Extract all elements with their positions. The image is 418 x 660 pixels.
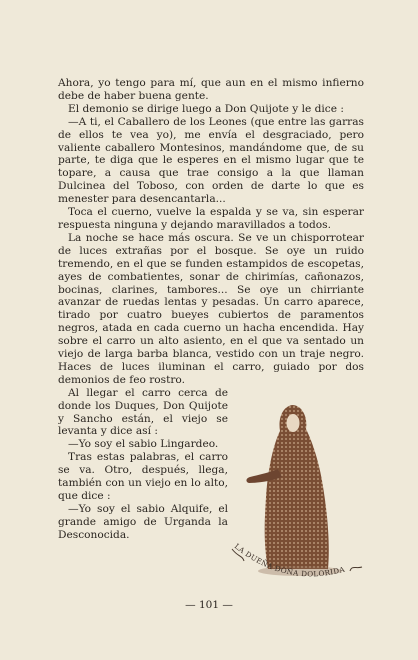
paragraph: La noche se hace más oscura. Se ve un chisporrotear de luces extrañas por el bosque. Se oye un ruido tremendo, en el que se funden estampidos de escopetas, ayes de combatientes, sonar de chirimías, cañonazos, bocinas, clarines, tambores... Se oye un chirriante avanzar de ruedas lentas y pesadas. Un carro aparece, tirado por cuatro bueyes cubiertos de paramentos negros, atada en cada cuerno un hacha encendida. Hay sobre el carro un alto asiento, en el que va sentado un viejo de larga barba blanca, vestido con un traje negro. Haces de luces iluminan el carro, guiado por dos demonios de feo rostro.: [58, 231, 364, 386]
caption-path: LA DUEÑA DOÑA DOLORIDA: [232, 541, 346, 579]
paragraph: —Yo soy el sabio Alquife, el grande amigo de Urganda la Desconocida.: [58, 502, 228, 541]
illustration-svg: [228, 397, 368, 597]
face-shape: [287, 414, 300, 432]
paragraph: Tras estas palabras, el carro se va. Otro, después, llega, también con un viejo en lo alto, que dice :: [58, 451, 228, 502]
paragraph: Ahora, yo tengo para mí, que aun en el mismo infierno debe de haber buena gente.: [58, 77, 364, 102]
paragraph: —Yo soy el sabio Lingardeo.: [68, 438, 219, 451]
page-number: — 101 —: [185, 599, 233, 611]
flourish-right: [350, 567, 362, 571]
paragraph: El demonio se dirige luego a Don Quijote y le dice :: [68, 102, 344, 115]
paragraph: Toca el cuerno, vuelve la espalda y se va, sin esperar respuesta ninguna y dejando maravillados a todos.: [58, 206, 364, 231]
paragraph: —A ti, el Caballero de los Leones (que entre las garras de ellos te vea yo), me envía el desgraciado, pero valiente caballero Montesinos, mandándome que, de su parte, te diga que le esperes en el mismo lugar que te topare, a causa que trae consigo a la que llaman Dulcinea del Toboso, con orden de darte lo que es menester para desencantarla...: [58, 115, 364, 206]
veiled-lady-illustration-icon: [228, 397, 368, 597]
paragraph: Al llegar el carro cerca de donde los Duques, Don Quijote y Sancho están, el viejo se levanta y dice así :: [58, 386, 228, 438]
narrow-column: [58, 387, 228, 542]
